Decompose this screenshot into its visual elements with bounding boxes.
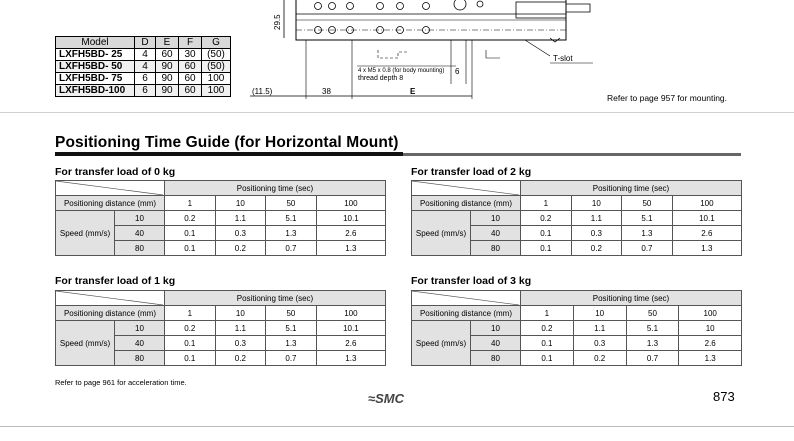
model-cell: LXFH5BD- 75 [56,73,135,85]
distance-header: 10 [215,196,266,211]
time-cell: 5.1 [626,321,679,336]
time-cell: 10.1 [672,211,741,226]
time-cell: 10.1 [316,211,385,226]
distance-header: 50 [266,306,317,321]
speed-label: Speed (mm/s) [56,211,115,256]
speed-label: Speed (mm/s) [56,321,115,366]
speed-value: 80 [115,241,165,256]
time-cell: 0.1 [165,336,216,351]
time-cell: 0.7 [266,241,317,256]
t-slot-leader [525,40,550,56]
group-header: Positioning time (sec) [165,181,386,196]
time-cell: 10.1 [316,321,385,336]
model-cell: LXFH5BD- 25 [56,49,135,61]
model-row [56,61,231,73]
distance-label: Positioning distance (mm) [412,306,521,321]
dim-f-cell: 60 [179,85,202,97]
mounting-reference-note: Refer to page 957 for mounting. [607,93,728,103]
time-cell: 1.3 [266,226,317,241]
time-cell: 0.1 [165,226,216,241]
time-cell: 10 [679,321,742,336]
time-cell: 0.1 [165,351,216,366]
time-cell: 2.6 [672,226,741,241]
time-cell: 0.3 [215,226,266,241]
positioning-table-2kg [411,180,742,256]
dim-d-cell: 4 [135,49,156,61]
model-row [56,85,231,97]
dim-29-5-label: 29.5 [273,14,282,30]
dim-f-cell: 60 [179,73,202,85]
speed-value: 80 [115,351,165,366]
table-title-2kg: For transfer load of 2 kg [411,166,532,178]
time-cell: 0.2 [573,351,626,366]
distance-header: 10 [571,196,622,211]
section-divider [0,112,794,113]
time-cell: 0.3 [215,336,266,351]
distance-header: 10 [215,306,266,321]
distance-header: 100 [316,306,385,321]
speed-value: 40 [115,336,165,351]
time-cell: 5.1 [266,321,317,336]
speed-value: 10 [115,211,165,226]
dim-d-cell: 4 [135,61,156,73]
time-cell: 0.2 [521,321,574,336]
time-cell: 2.6 [316,336,385,351]
time-cell: 1.1 [215,321,266,336]
dim-f-cell: 30 [179,49,202,61]
group-header: Positioning time (sec) [165,291,386,306]
speed-label: Speed (mm/s) [412,321,471,366]
model-row [56,73,231,85]
dim-e-cell: 90 [156,73,179,85]
time-cell: 0.3 [571,226,622,241]
logo-text: SMC [375,391,405,406]
positioning-table-3kg [411,290,742,366]
dim-6-label: 6 [455,67,460,76]
group-header: Positioning time (sec) [521,291,742,306]
dim-11-5-label: (11.5) [252,87,273,96]
model-cell: LXFH5BD- 50 [56,61,135,73]
dim-38-label: 38 [322,87,331,96]
time-cell: 1.1 [573,321,626,336]
distance-header: 1 [521,196,572,211]
model-row [56,49,231,61]
time-cell: 0.2 [165,321,216,336]
time-cell: 1.1 [215,211,266,226]
table-title-0kg: For transfer load of 0 kg [55,166,176,178]
diagonal-corner-cell [412,181,521,196]
positioning-table-1kg [55,290,386,366]
screw-note: 4 x M5 x 0.8 (for body mounting) [358,68,445,74]
speed-value: 10 [471,211,521,226]
table-title-3kg: For transfer load of 3 kg [411,275,532,287]
page-number: 873 [713,389,735,404]
speed-value: 40 [115,226,165,241]
page-bottom-divider [0,426,794,427]
distance-label: Positioning distance (mm) [56,196,165,211]
time-cell: 1.3 [679,351,742,366]
diagonal-corner-cell [56,291,165,306]
acceleration-reference-note: Refer to page 961 for acceleration time. [55,378,187,387]
header-model: Model [56,37,135,49]
time-cell: 5.1 [266,211,317,226]
speed-value: 10 [115,321,165,336]
speed-value: 80 [471,351,521,366]
mounting-holes [315,0,484,34]
time-cell: 0.2 [215,241,266,256]
dim-d-cell: 6 [135,85,156,97]
time-cell: 0.7 [626,351,679,366]
time-cell: 0.2 [521,211,572,226]
distance-header: 1 [521,306,574,321]
dim-e-label: E [410,87,416,96]
time-cell: 1.1 [571,211,622,226]
model-cell: LXFH5BD-100 [56,85,135,97]
table-title-1kg: For transfer load of 1 kg [55,275,176,287]
time-cell: 2.6 [679,336,742,351]
dim-g-cell: 100 [202,85,231,97]
distance-label: Positioning distance (mm) [412,196,521,211]
time-cell: 1.3 [626,336,679,351]
distance-header: 50 [626,306,679,321]
time-cell: 1.3 [672,241,741,256]
time-cell: 5.1 [622,211,673,226]
time-cell: 0.2 [165,211,216,226]
distance-header: 100 [316,196,385,211]
speed-value: 40 [471,226,521,241]
header-e: E [156,37,179,49]
diagonal-corner-cell [412,291,521,306]
distance-header: 100 [679,306,742,321]
time-cell: 0.7 [266,351,317,366]
time-cell: 1.3 [266,336,317,351]
dim-g-cell: (50) [202,49,231,61]
distance-label: Positioning distance (mm) [56,306,165,321]
time-cell: 0.1 [521,336,574,351]
thread-note: thread depth 8 [358,75,404,82]
dim-e-cell: 90 [156,85,179,97]
time-cell: 0.3 [573,336,626,351]
time-cell: 2.6 [316,226,385,241]
time-cell: 0.1 [521,226,572,241]
dim-g-cell: 100 [202,73,231,85]
t-slot-label: T-slot [553,54,573,63]
distance-header: 100 [672,196,741,211]
time-cell: 0.7 [622,241,673,256]
title-underline-accent [55,152,403,156]
diagonal-corner-cell [56,181,165,196]
group-header: Positioning time (sec) [521,181,742,196]
speed-value: 10 [471,321,521,336]
distance-header: 1 [165,306,216,321]
section-title: Positioning Time Guide (for Horizontal Mount) [55,134,399,151]
dim-g-cell: (50) [202,61,231,73]
time-cell: 0.2 [571,241,622,256]
speed-value: 80 [471,241,521,256]
time-cell: 0.2 [215,351,266,366]
logo-swoosh-icon: ≈ [368,391,376,406]
distance-header: 50 [266,196,317,211]
distance-header: 1 [165,196,216,211]
time-cell: 1.3 [316,241,385,256]
distance-header: 10 [573,306,626,321]
model-dimension-table [55,36,231,97]
header-d: D [135,37,156,49]
smc-logo [368,391,404,406]
dim-e-cell: 60 [156,49,179,61]
model-table-header [56,37,231,49]
dim-d-cell: 6 [135,73,156,85]
time-cell: 0.1 [521,241,572,256]
time-cell: 1.3 [622,226,673,241]
time-cell: 0.1 [165,241,216,256]
distance-header: 50 [622,196,673,211]
speed-label: Speed (mm/s) [412,211,471,256]
dim-f-cell: 60 [179,61,202,73]
header-g: G [202,37,231,49]
header-f: F [179,37,202,49]
dim-e-cell: 90 [156,61,179,73]
time-cell: 1.3 [316,351,385,366]
positioning-table-0kg [55,180,386,256]
speed-value: 40 [471,336,521,351]
time-cell: 0.1 [521,351,574,366]
